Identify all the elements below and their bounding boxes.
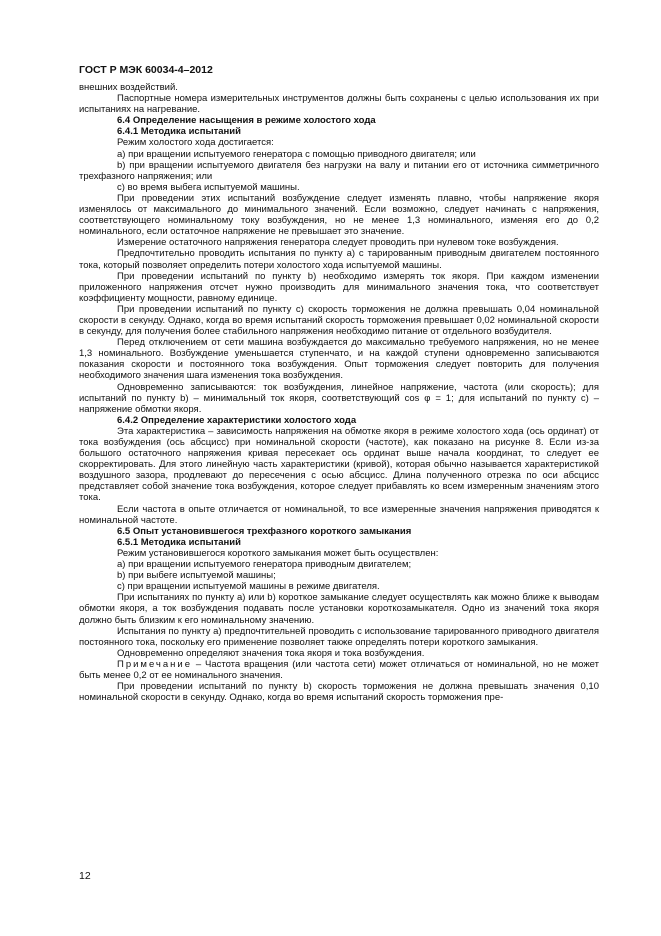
paragraph: При проведении испытаний по пункту b) скорость торможения не должна превышать значения 0,10 номинальной скорости в секунду. Однако, когда во время испытаний скорость торможения пре-: [79, 681, 599, 704]
section-heading: 6.5 Опыт установившегося трехфазного короткого замыкания: [117, 525, 412, 537]
paragraph: При проведении испытаний по пункту с) скорость торможения не должна превышать 0,04 номинальной скорости в секунду. Однако, когда во время испытаний скорость торможения превышает 0,02 номинальной скорости в секунду, для получения более стабильного напряжения необходимо питание от отдельного возбудителя.: [79, 303, 599, 338]
paragraph: Предпочтительно проводить испытания по пункту а) с тарированным приводным двигателем постоянного тока, который позволяет определить потери холостого хода испытуемой машины.: [79, 248, 599, 271]
paragraph: Одновременно определяют значения тока якоря и тока возбуждения.: [117, 647, 425, 659]
paragraph: Режим холостого хода достигается:: [117, 137, 274, 149]
paragraph: При испытаниях по пункту а) или b) короткое замыкание следует осуществлять как можно ближе к выводам обмотки якоря, а ток возбуждения подавать после установки короткозамыкателя. Одно из значений тока якоря должно быть близким к его номинальному значению.: [79, 592, 599, 626]
paragraph: Одновременно записываются: ток возбуждения, линейное напряжение, частота (или скорость); для испытаний по пункту b) – минимальный ток якоря, соответствующий cos φ = 1; для испытаний по пункту с) – напряжение обмотки якоря.: [79, 381, 599, 415]
paragraph: Режим установившегося короткого замыкания может быть осуществлен:: [117, 547, 439, 559]
section-heading: 6.4.1 Методика испытаний: [117, 126, 241, 138]
paragraph: Если частота в опыте отличается от номинальной, то все измеренные значения напряжения приводятся к номинальной частоте.: [79, 503, 599, 526]
paragraph: Перед отключением от сети машина возбуждается до максимально требуемого напряжения, но не менее 1,3 номинального. Возбуждение уменьшается ступенчато, и на каждой ступени одновременно записываются показания скорости и постоянного тока возбуждения. Опыт торможения следует повторить для получения необходимого значения шага изменения тока возбуждения.: [79, 337, 599, 382]
page-number: 12: [79, 870, 91, 882]
paragraph: При проведении этих испытаний возбуждение следует изменять плавно, чтобы напряжение якоря изменялось от максимального до минимального значений. Если возможно, следует начинать с напряжения, соответствующего номинальному току возбуждения, но не менее 1,3 номинального, изменяя его до 0,2 номинального, если остаточное напряжение не превышает это значение.: [79, 192, 599, 238]
paragraph: b) при выбеге испытуемой машины;: [117, 570, 276, 582]
paragraph: Испытания по пункту а) предпочтительней проводить с использование тарированного приводного двигателя постоянного тока, поскольку его применение позволяет также определять потери короткого замыкания.: [79, 625, 599, 648]
note-label: Примечание: [117, 658, 192, 670]
note-text: – Частота вращения (или частота сети) может отличаться от номинальной, но не может быть менее 0,2 от ее номинального значения.: [79, 658, 599, 681]
section-heading: 6.4.2 Определение характеристики холостого хода: [117, 414, 357, 426]
section-heading: 6.4 Определение насыщения в режиме холостого хода: [117, 115, 376, 127]
document-body: [79, 82, 599, 703]
paragraph: Эта характеристика – зависимость напряжения на обмотке якоря в режиме холостого хода (ось ординат) от тока возбуждения (ось абсцисс) при номинальной скорости (частоте), как показано на рисунке 8. Если из-за большого остаточного напряжения кривая пересекает ось ординат выше начала координат, то следует ее скорректировать. Для этого линейную часть характеристики (кривой), которая обычно называется характеристикой воздушного зазора, продлевают до пересечения с осью абсцисс. Длина полученного отрезка по оси абсцисс представляет собой значение тока возбуждения, которое следует прибавлять ко всем измеренным значениям этого тока.: [79, 425, 599, 504]
paragraph: При проведении испытаний по пункту b) необходимо измерять ток якоря. При каждом изменении приложенного напряжения отсчет нужно производить для минимального значения тока, что соответствует коэффициенту мощности, равному единице.: [79, 270, 599, 304]
section-heading: 6.5.1 Методика испытаний: [117, 536, 241, 548]
paragraph: а) при вращении испытуемого генератора приводным двигателем;: [117, 559, 412, 571]
paragraph: b) при вращении испытуемого двигателя без нагрузки на валу и питании его от источника симметричного трехфазного напряжения; или: [79, 159, 599, 182]
paragraph: Измерение остаточного напряжения генератора следует проводить при нулевом токе возбуждения.: [117, 237, 559, 249]
note-paragraph: [79, 659, 599, 681]
paragraph: а) при вращении испытуемого генератора с помощью приводного двигателя; или: [117, 148, 476, 160]
page-header: ГОСТ Р МЭК 60034-4–2012: [79, 64, 213, 76]
paragraph-continuation: внешних воздействий.: [79, 82, 178, 93]
paragraph: Паспортные номера измерительных инструментов должны быть сохранены с целью использования их при испытаниях на нагревание.: [79, 93, 599, 116]
paragraph: с) при вращении испытуемой машины в режиме двигателя.: [117, 581, 380, 593]
paragraph: с) во время выбега испытуемой машины.: [117, 181, 300, 193]
